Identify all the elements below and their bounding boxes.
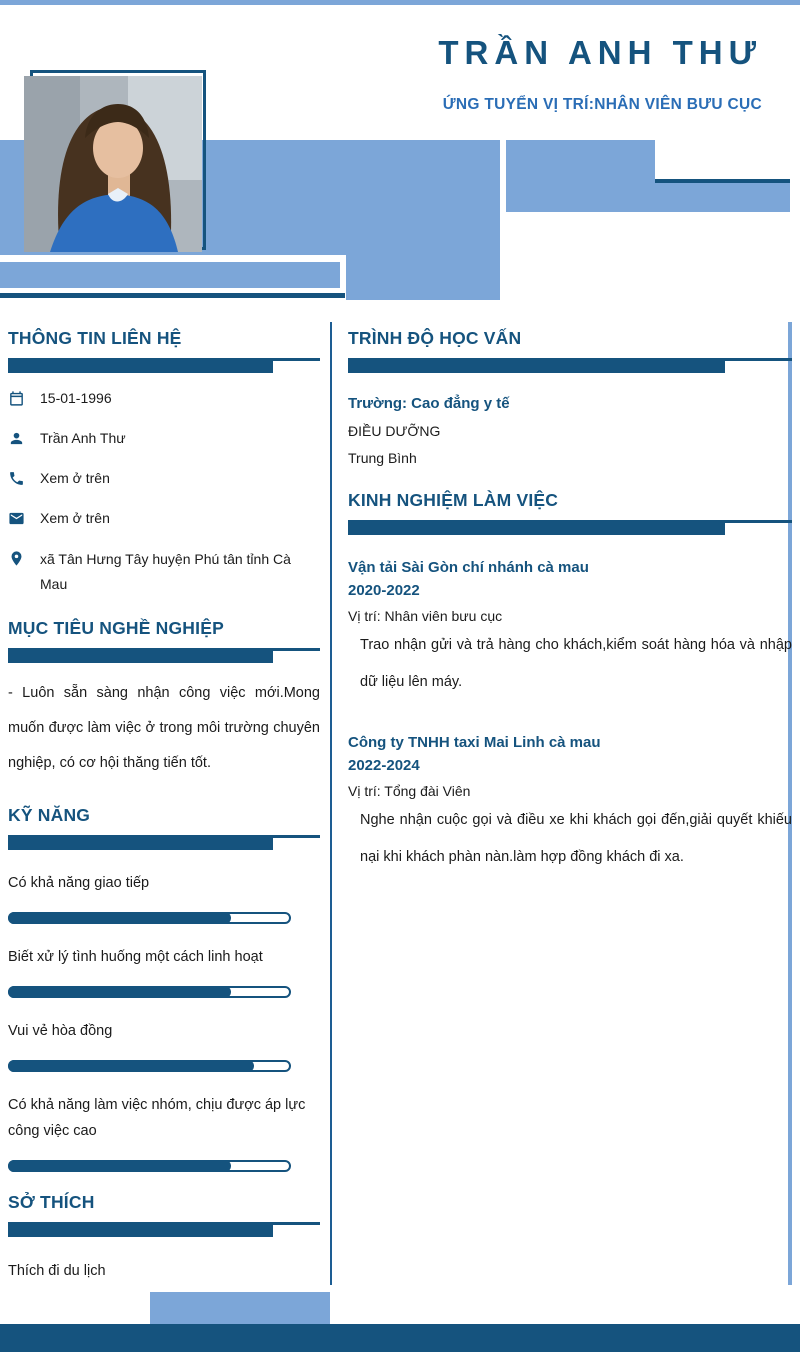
skill-label: Vui vẻ hòa đồng: [8, 1023, 113, 1039]
name-value: Trần Anh Thư: [40, 429, 126, 446]
skill-item: [8, 870, 320, 924]
skill-bar: [8, 986, 291, 998]
banner-step-lower: [0, 262, 340, 288]
skill-label: Có khả năng giao tiếp: [8, 875, 150, 891]
skill-label: Biết xử lý tình huống một cách linh hoạt: [8, 949, 263, 965]
job-description: Nghe nhận cuộc gọi và điều xe khi khách gọi đến,giải quyết khiếu nại khi khách phàn nàn.làm hợp đồng khách đi xa.: [360, 812, 792, 865]
section-hobbies: [8, 1192, 320, 1279]
banner-step-middle-low: [346, 255, 500, 300]
header: [222, 34, 762, 114]
skill-bar: [8, 1060, 291, 1072]
contact-section-title: THÔNG TIN LIÊN HỆ: [8, 328, 182, 348]
email-icon: [8, 510, 25, 527]
job-period: 2022-2024: [348, 757, 420, 774]
job-position: Vị trí: Nhân viên bưu cục: [348, 608, 503, 624]
skill-bar: [8, 912, 291, 924]
contact-item-name: [8, 418, 320, 458]
email-value: Xem ở trên: [40, 509, 110, 526]
section-skills: [8, 805, 320, 1172]
banner-step-mid-right: [506, 140, 655, 212]
skills-section-title: KỸ NĂNG: [8, 805, 91, 825]
education-school: Trường: Cao đẳng y tế: [348, 395, 510, 412]
profile-photo-placeholder: [24, 76, 202, 252]
skill-label: Có khả năng làm việc nhóm, chịu được áp lực công việc cao: [8, 1097, 306, 1139]
section-objective: [8, 618, 320, 781]
banner-navy-line-left: [0, 293, 345, 298]
hobbies-section-title: SỞ THÍCH: [8, 1192, 95, 1212]
section-experience: [348, 490, 792, 876]
column-divider: [330, 322, 332, 1285]
education-grade: Trung Bình: [348, 450, 417, 466]
phone-icon: [8, 470, 25, 487]
skill-item: [8, 944, 320, 998]
section-underline: [8, 835, 320, 850]
bottom-step-light: [150, 1292, 330, 1324]
left-column: [8, 328, 320, 1279]
hobby-text: Thích đi du lịch: [8, 1263, 106, 1279]
contact-item-birthday: [8, 378, 320, 418]
skill-item: [8, 1092, 320, 1172]
job-company: Công ty TNHH taxi Mai Linh cà mau: [348, 734, 601, 751]
job-company: Vận tải Sài Gòn chí nhánh cà mau: [348, 559, 589, 576]
job-entry: [348, 731, 792, 876]
contact-list: [8, 378, 320, 598]
right-column: [348, 328, 792, 876]
contact-item-email: [8, 498, 320, 538]
section-underline: [8, 648, 320, 663]
banner-step-right: [655, 183, 790, 212]
profile-photo: [24, 76, 202, 252]
section-contact-info: [8, 328, 320, 598]
location-icon: [8, 550, 25, 567]
objective-section-title: MỤC TIÊU NGHỀ NGHIỆP: [8, 618, 224, 638]
education-major: ĐIỀU DƯỠNG: [348, 423, 441, 439]
section-education: [348, 328, 792, 466]
banner-navy-line-right: [655, 179, 790, 183]
contact-item-phone: [8, 458, 320, 498]
skill-bar: [8, 1160, 291, 1172]
objective-text: - Luôn sẵn sàng nhận công việc mới.Mong muốn được làm việc ở trong môi trường chuyên nghiệp, có cơ hội thăng tiến tốt.: [8, 685, 320, 771]
birthday-value: 15-01-1996: [40, 389, 112, 406]
phone-value: Xem ở trên: [40, 469, 110, 486]
job-period: 2020-2022: [348, 582, 420, 599]
job-entry: [348, 556, 792, 701]
address-value: xã Tân Hưng Tây huyện Phú tân tỉnh Cà Mau: [40, 551, 291, 592]
education-section-title: TRÌNH ĐỘ HỌC VẤN: [348, 328, 522, 348]
skill-item: [8, 1018, 320, 1072]
candidate-name: TRẦN ANH THƯ: [438, 34, 762, 71]
contact-item-address: [8, 538, 320, 598]
user-icon: [8, 430, 25, 447]
top-edge-strip: [0, 0, 800, 5]
section-underline: [348, 520, 792, 535]
bottom-navy-band: [0, 1324, 800, 1352]
section-underline: [8, 358, 320, 373]
section-underline: [8, 1222, 320, 1237]
calendar-icon: [8, 390, 25, 407]
section-underline: [348, 358, 792, 373]
job-description: Trao nhận gửi và trả hàng cho khách,kiểm soát hàng hóa và nhập dữ liệu lên máy.: [360, 637, 792, 690]
experience-section-title: KINH NGHIỆM LÀM VIỆC: [348, 490, 559, 510]
job-position: Vị trí: Tổng đài Viên: [348, 783, 471, 799]
applied-position: ỨNG TUYỂN VỊ TRÍ:NHÂN VIÊN BƯU CỤC: [442, 96, 762, 113]
